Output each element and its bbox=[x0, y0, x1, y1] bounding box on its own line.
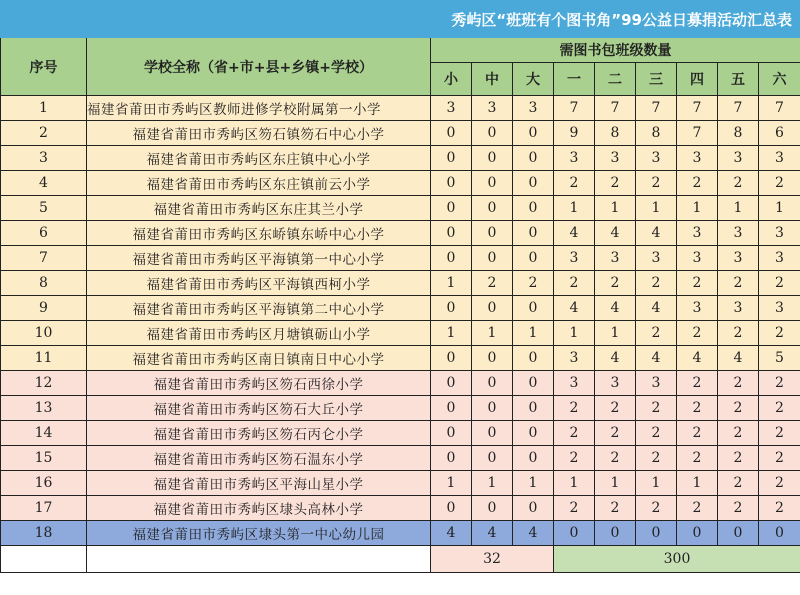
row-number: 16 bbox=[1, 471, 87, 496]
class-count-cell: 2 bbox=[554, 171, 595, 196]
totals-empty-cell bbox=[87, 546, 431, 573]
school-name: 福建省莆田市秀屿区教师进修学校附属第一小学 bbox=[87, 96, 431, 121]
class-count-cell: 2 bbox=[595, 271, 636, 296]
class-count-cell: 1 bbox=[431, 471, 472, 496]
row-number: 2 bbox=[1, 121, 87, 146]
class-count-cell: 3 bbox=[554, 246, 595, 271]
class-count-cell: 2 bbox=[718, 271, 759, 296]
class-count-cell: 0 bbox=[472, 396, 513, 421]
class-count-cell: 5 bbox=[759, 346, 800, 371]
class-count-cell: 2 bbox=[677, 446, 718, 471]
class-count-cell: 0 bbox=[472, 296, 513, 321]
class-count-cell: 0 bbox=[636, 521, 677, 546]
class-count-cell: 4 bbox=[431, 521, 472, 546]
class-count-cell: 1 bbox=[595, 321, 636, 346]
class-count-cell: 3 bbox=[554, 346, 595, 371]
row-number: 9 bbox=[1, 296, 87, 321]
class-count-cell: 2 bbox=[472, 271, 513, 296]
class-count-cell: 6 bbox=[759, 121, 800, 146]
row-number: 3 bbox=[1, 146, 87, 171]
class-count-cell: 9 bbox=[554, 121, 595, 146]
header-grade: 一 bbox=[554, 63, 595, 96]
class-count-cell: 2 bbox=[718, 496, 759, 521]
class-count-cell: 0 bbox=[431, 146, 472, 171]
class-count-cell: 2 bbox=[759, 371, 800, 396]
table-row bbox=[1, 496, 800, 521]
header-grade: 大 bbox=[513, 63, 554, 96]
class-count-cell: 3 bbox=[677, 221, 718, 246]
class-count-cell: 2 bbox=[595, 171, 636, 196]
class-count-cell: 0 bbox=[472, 246, 513, 271]
class-count-cell: 3 bbox=[595, 371, 636, 396]
class-count-cell: 1 bbox=[431, 321, 472, 346]
class-count-cell: 0 bbox=[472, 421, 513, 446]
class-count-cell: 2 bbox=[677, 371, 718, 396]
class-count-cell: 3 bbox=[636, 146, 677, 171]
class-count-cell: 1 bbox=[472, 471, 513, 496]
school-name: 福建省莆田市秀屿区笏石丙仑小学 bbox=[87, 421, 431, 446]
class-count-cell: 0 bbox=[431, 196, 472, 221]
table-row bbox=[1, 471, 800, 496]
class-count-cell: 1 bbox=[677, 471, 718, 496]
class-count-cell: 2 bbox=[636, 271, 677, 296]
class-count-cell: 2 bbox=[759, 271, 800, 296]
class-count-cell: 2 bbox=[759, 171, 800, 196]
table-row bbox=[1, 246, 800, 271]
class-count-cell: 3 bbox=[554, 371, 595, 396]
class-count-cell: 2 bbox=[759, 446, 800, 471]
class-count-cell: 0 bbox=[513, 171, 554, 196]
class-count-cell: 7 bbox=[595, 96, 636, 121]
header-grade: 五 bbox=[718, 63, 759, 96]
class-count-cell: 0 bbox=[431, 171, 472, 196]
class-count-cell: 2 bbox=[554, 271, 595, 296]
class-count-cell: 0 bbox=[513, 196, 554, 221]
class-count-cell: 3 bbox=[677, 146, 718, 171]
class-count-cell: 8 bbox=[595, 121, 636, 146]
school-name: 福建省莆田市秀屿区平海镇第一中心小学 bbox=[87, 246, 431, 271]
class-count-cell: 7 bbox=[718, 96, 759, 121]
class-count-cell: 0 bbox=[431, 121, 472, 146]
row-number: 4 bbox=[1, 171, 87, 196]
class-count-cell: 7 bbox=[677, 121, 718, 146]
class-count-cell: 1 bbox=[513, 471, 554, 496]
class-count-cell: 0 bbox=[677, 521, 718, 546]
school-name: 福建省莆田市秀屿区东庄镇中心小学 bbox=[87, 146, 431, 171]
school-name: 福建省莆田市秀屿区平海山星小学 bbox=[87, 471, 431, 496]
class-count-cell: 2 bbox=[554, 421, 595, 446]
class-count-cell: 7 bbox=[636, 96, 677, 121]
total-primary: 300 bbox=[554, 546, 800, 573]
table-body bbox=[1, 96, 800, 546]
row-number: 5 bbox=[1, 196, 87, 221]
class-count-cell: 4 bbox=[513, 521, 554, 546]
class-count-cell: 2 bbox=[759, 396, 800, 421]
class-count-cell: 2 bbox=[636, 396, 677, 421]
class-count-cell: 0 bbox=[472, 121, 513, 146]
header-grade: 二 bbox=[595, 63, 636, 96]
class-count-cell: 1 bbox=[595, 196, 636, 221]
table-row bbox=[1, 146, 800, 171]
class-count-cell: 3 bbox=[718, 146, 759, 171]
school-name: 福建省莆田市秀屿区笏石温东小学 bbox=[87, 446, 431, 471]
table-row bbox=[1, 446, 800, 471]
class-count-cell: 1 bbox=[718, 196, 759, 221]
row-number: 12 bbox=[1, 371, 87, 396]
class-count-cell: 4 bbox=[472, 521, 513, 546]
class-count-cell: 4 bbox=[554, 221, 595, 246]
class-count-cell: 2 bbox=[595, 421, 636, 446]
table-row bbox=[1, 221, 800, 246]
class-count-cell: 0 bbox=[431, 421, 472, 446]
table-row bbox=[1, 196, 800, 221]
total-preschool: 32 bbox=[431, 546, 554, 573]
class-count-cell: 2 bbox=[513, 271, 554, 296]
class-count-cell: 0 bbox=[431, 346, 472, 371]
class-count-cell: 7 bbox=[759, 96, 800, 121]
class-count-cell: 3 bbox=[759, 146, 800, 171]
header-grade: 中 bbox=[472, 63, 513, 96]
class-count-cell: 0 bbox=[431, 496, 472, 521]
class-count-cell: 0 bbox=[472, 496, 513, 521]
class-count-cell: 2 bbox=[595, 446, 636, 471]
class-count-cell: 0 bbox=[513, 146, 554, 171]
class-count-cell: 2 bbox=[677, 421, 718, 446]
class-count-cell: 3 bbox=[718, 246, 759, 271]
header-no: 序号 bbox=[1, 38, 87, 96]
class-count-cell: 2 bbox=[759, 471, 800, 496]
class-count-cell: 0 bbox=[513, 121, 554, 146]
class-count-cell: 0 bbox=[431, 446, 472, 471]
table-row bbox=[1, 171, 800, 196]
class-count-cell: 3 bbox=[677, 246, 718, 271]
class-count-cell: 4 bbox=[718, 346, 759, 371]
class-count-cell: 3 bbox=[759, 296, 800, 321]
class-count-cell: 0 bbox=[431, 396, 472, 421]
class-count-cell: 2 bbox=[718, 471, 759, 496]
row-number: 7 bbox=[1, 246, 87, 271]
class-count-cell: 2 bbox=[636, 446, 677, 471]
class-count-cell: 3 bbox=[677, 296, 718, 321]
class-count-cell: 2 bbox=[718, 421, 759, 446]
class-count-cell: 3 bbox=[595, 246, 636, 271]
class-count-cell: 2 bbox=[636, 321, 677, 346]
class-count-cell: 3 bbox=[472, 96, 513, 121]
class-count-cell: 0 bbox=[472, 221, 513, 246]
table-row bbox=[1, 521, 800, 546]
class-count-cell: 2 bbox=[595, 396, 636, 421]
class-count-cell: 0 bbox=[472, 171, 513, 196]
class-count-cell: 2 bbox=[677, 321, 718, 346]
class-count-cell: 2 bbox=[677, 271, 718, 296]
class-count-cell: 4 bbox=[677, 346, 718, 371]
class-count-cell: 2 bbox=[759, 421, 800, 446]
class-count-cell: 3 bbox=[554, 146, 595, 171]
class-count-cell: 8 bbox=[718, 121, 759, 146]
class-count-cell: 0 bbox=[431, 296, 472, 321]
class-count-cell: 3 bbox=[431, 96, 472, 121]
row-number: 14 bbox=[1, 421, 87, 446]
row-number: 13 bbox=[1, 396, 87, 421]
school-name: 福建省莆田市秀屿区埭头第一中心幼儿园 bbox=[87, 521, 431, 546]
class-count-cell: 0 bbox=[513, 396, 554, 421]
class-count-cell: 1 bbox=[431, 271, 472, 296]
class-count-cell: 0 bbox=[759, 521, 800, 546]
class-count-cell: 2 bbox=[636, 496, 677, 521]
class-count-cell: 2 bbox=[595, 496, 636, 521]
class-count-cell: 2 bbox=[677, 171, 718, 196]
school-name: 福建省莆田市秀屿区笏石西徐小学 bbox=[87, 371, 431, 396]
totals-row bbox=[1, 546, 800, 573]
class-count-cell: 0 bbox=[513, 496, 554, 521]
header-grade: 六 bbox=[759, 63, 800, 96]
table-row bbox=[1, 371, 800, 396]
class-count-cell: 3 bbox=[718, 296, 759, 321]
table-row bbox=[1, 121, 800, 146]
class-count-cell: 7 bbox=[554, 96, 595, 121]
class-count-cell: 1 bbox=[554, 196, 595, 221]
class-count-cell: 2 bbox=[718, 396, 759, 421]
class-count-cell: 0 bbox=[513, 346, 554, 371]
row-number: 18 bbox=[1, 521, 87, 546]
class-count-cell: 0 bbox=[431, 371, 472, 396]
header-grade: 三 bbox=[636, 63, 677, 96]
class-count-cell: 3 bbox=[759, 221, 800, 246]
header-grade: 小 bbox=[431, 63, 472, 96]
header-school: 学校全称（省+市+县+乡镇+学校） bbox=[87, 38, 431, 96]
class-count-cell: 0 bbox=[513, 221, 554, 246]
row-number: 6 bbox=[1, 221, 87, 246]
class-count-cell: 0 bbox=[513, 421, 554, 446]
class-count-cell: 2 bbox=[718, 371, 759, 396]
class-count-cell: 4 bbox=[554, 296, 595, 321]
class-count-cell: 2 bbox=[636, 421, 677, 446]
class-count-cell: 2 bbox=[718, 321, 759, 346]
class-count-cell: 8 bbox=[636, 121, 677, 146]
class-count-cell: 2 bbox=[636, 171, 677, 196]
class-count-cell: 2 bbox=[677, 496, 718, 521]
class-count-cell: 1 bbox=[554, 471, 595, 496]
class-count-cell: 3 bbox=[595, 146, 636, 171]
school-name: 福建省莆田市秀屿区月塘镇砺山小学 bbox=[87, 321, 431, 346]
class-count-cell: 0 bbox=[472, 146, 513, 171]
school-name: 福建省莆田市秀屿区东峤镇东峤中心小学 bbox=[87, 221, 431, 246]
school-name: 福建省莆田市秀屿区南日镇南日中心小学 bbox=[87, 346, 431, 371]
class-count-cell: 3 bbox=[759, 246, 800, 271]
class-count-cell: 0 bbox=[513, 296, 554, 321]
row-number: 10 bbox=[1, 321, 87, 346]
row-number: 1 bbox=[1, 96, 87, 121]
school-name: 福建省莆田市秀屿区笏石大丘小学 bbox=[87, 396, 431, 421]
table-row bbox=[1, 296, 800, 321]
class-count-cell: 0 bbox=[472, 371, 513, 396]
class-count-cell: 3 bbox=[718, 221, 759, 246]
header-group: 需图书包班级数量 bbox=[431, 38, 800, 63]
class-count-cell: 4 bbox=[595, 346, 636, 371]
title-row bbox=[1, 1, 800, 38]
class-count-cell: 4 bbox=[636, 296, 677, 321]
class-count-cell: 2 bbox=[718, 171, 759, 196]
sheet-title: 秀屿区“班班有个图书角”99公益日募捐活动汇总表 bbox=[1, 1, 800, 38]
school-name: 福建省莆田市秀屿区笏石镇笏石中心小学 bbox=[87, 121, 431, 146]
class-count-cell: 1 bbox=[513, 321, 554, 346]
class-count-cell: 2 bbox=[718, 446, 759, 471]
class-count-cell: 3 bbox=[636, 371, 677, 396]
class-count-cell: 0 bbox=[472, 346, 513, 371]
class-count-cell: 4 bbox=[636, 346, 677, 371]
class-count-cell: 2 bbox=[759, 321, 800, 346]
school-name: 福建省莆田市秀屿区埭头高林小学 bbox=[87, 496, 431, 521]
totals-empty-cell bbox=[1, 546, 87, 573]
school-name: 福建省莆田市秀屿区东庄其兰小学 bbox=[87, 196, 431, 221]
class-count-cell: 4 bbox=[595, 221, 636, 246]
class-count-cell: 0 bbox=[431, 221, 472, 246]
class-count-cell: 1 bbox=[636, 196, 677, 221]
class-count-cell: 2 bbox=[759, 496, 800, 521]
table-row bbox=[1, 421, 800, 446]
class-count-cell: 0 bbox=[718, 521, 759, 546]
header-row-1 bbox=[1, 38, 800, 63]
class-count-cell: 2 bbox=[554, 446, 595, 471]
header-grade: 四 bbox=[677, 63, 718, 96]
class-count-cell: 0 bbox=[472, 446, 513, 471]
row-number: 15 bbox=[1, 446, 87, 471]
school-name: 福建省莆田市秀屿区东庄镇前云小学 bbox=[87, 171, 431, 196]
class-count-cell: 4 bbox=[636, 221, 677, 246]
table-row bbox=[1, 321, 800, 346]
class-count-cell: 0 bbox=[513, 371, 554, 396]
class-count-cell: 0 bbox=[513, 446, 554, 471]
class-count-cell: 4 bbox=[595, 296, 636, 321]
table-row bbox=[1, 271, 800, 296]
class-count-cell: 2 bbox=[677, 396, 718, 421]
class-count-cell: 1 bbox=[554, 321, 595, 346]
class-count-cell: 7 bbox=[677, 96, 718, 121]
class-count-cell: 3 bbox=[513, 96, 554, 121]
school-name: 福建省莆田市秀屿区平海镇西柯小学 bbox=[87, 271, 431, 296]
class-count-cell: 0 bbox=[513, 246, 554, 271]
row-number: 8 bbox=[1, 271, 87, 296]
class-count-cell: 3 bbox=[636, 246, 677, 271]
class-count-cell: 1 bbox=[595, 471, 636, 496]
class-count-cell: 1 bbox=[677, 196, 718, 221]
class-count-cell: 2 bbox=[554, 496, 595, 521]
table-row bbox=[1, 346, 800, 371]
row-number: 17 bbox=[1, 496, 87, 521]
school-name: 福建省莆田市秀屿区平海镇第二中心小学 bbox=[87, 296, 431, 321]
class-count-cell: 1 bbox=[472, 321, 513, 346]
class-count-cell: 2 bbox=[554, 396, 595, 421]
class-count-cell: 0 bbox=[554, 521, 595, 546]
table-row bbox=[1, 396, 800, 421]
class-count-cell: 0 bbox=[431, 246, 472, 271]
table-row bbox=[1, 96, 800, 121]
class-count-cell: 1 bbox=[636, 471, 677, 496]
class-count-cell: 1 bbox=[759, 196, 800, 221]
row-number: 11 bbox=[1, 346, 87, 371]
class-count-cell: 0 bbox=[595, 521, 636, 546]
class-count-cell: 0 bbox=[472, 196, 513, 221]
